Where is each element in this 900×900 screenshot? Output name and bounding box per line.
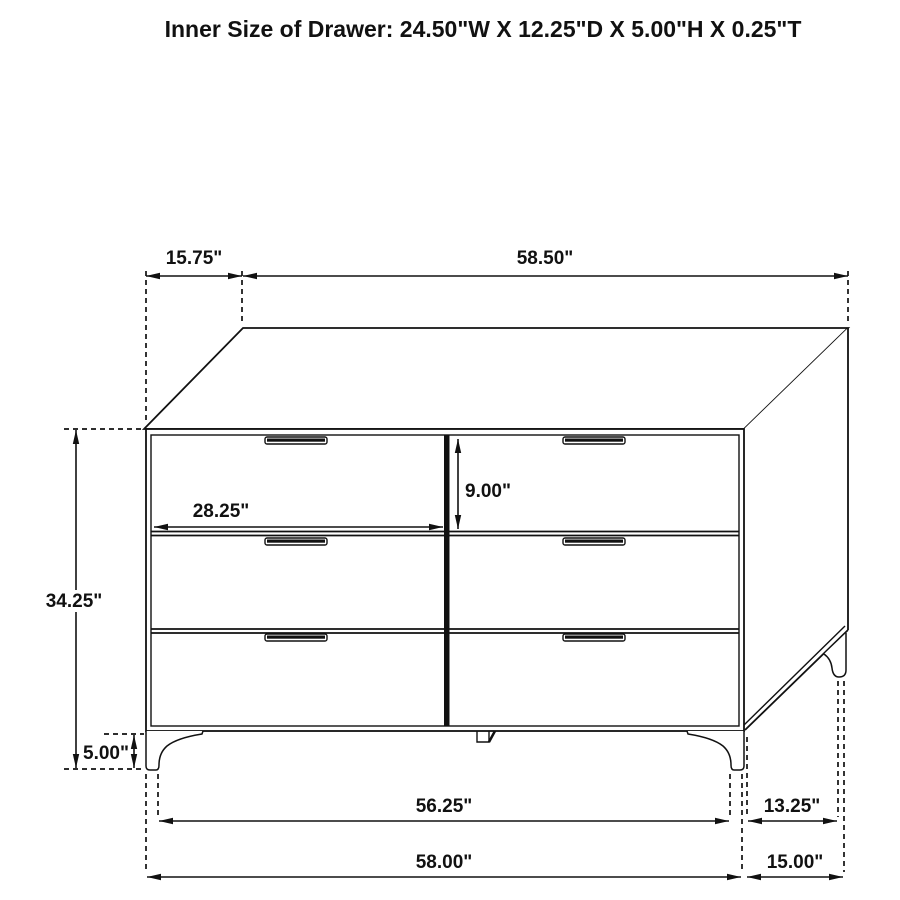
center-foot xyxy=(477,731,489,742)
left-dimensions xyxy=(42,429,144,769)
front-left-leg xyxy=(146,731,203,770)
center-divider xyxy=(444,435,450,726)
dim-label-overall-width: 58.00" xyxy=(415,852,473,873)
dim-label-overall-height: 34.25" xyxy=(45,591,103,612)
dim-label-overall-depth: 15.00" xyxy=(766,852,824,873)
dim-label-leg-height: 5.00" xyxy=(83,743,129,764)
dim-label-top-depth: 15.75" xyxy=(165,248,223,269)
dim-label-top-width: 58.50" xyxy=(516,248,574,269)
center-foot-edge xyxy=(489,731,495,742)
diagram-title: Inner Size of Drawer: 24.50"W X 12.25"D X 5.00"H X 0.25"T xyxy=(164,16,802,42)
dim-label-drawer-height: 9.00" xyxy=(465,481,511,502)
dim-label-side-leg-span: 13.25" xyxy=(763,796,821,817)
dim-label-front-leg-span: 56.25" xyxy=(415,796,473,817)
front-right-leg xyxy=(687,731,744,770)
dresser-top-surface xyxy=(144,328,848,429)
dim-label-drawer-width: 28.25" xyxy=(192,501,250,522)
dresser-drawing xyxy=(144,328,848,770)
